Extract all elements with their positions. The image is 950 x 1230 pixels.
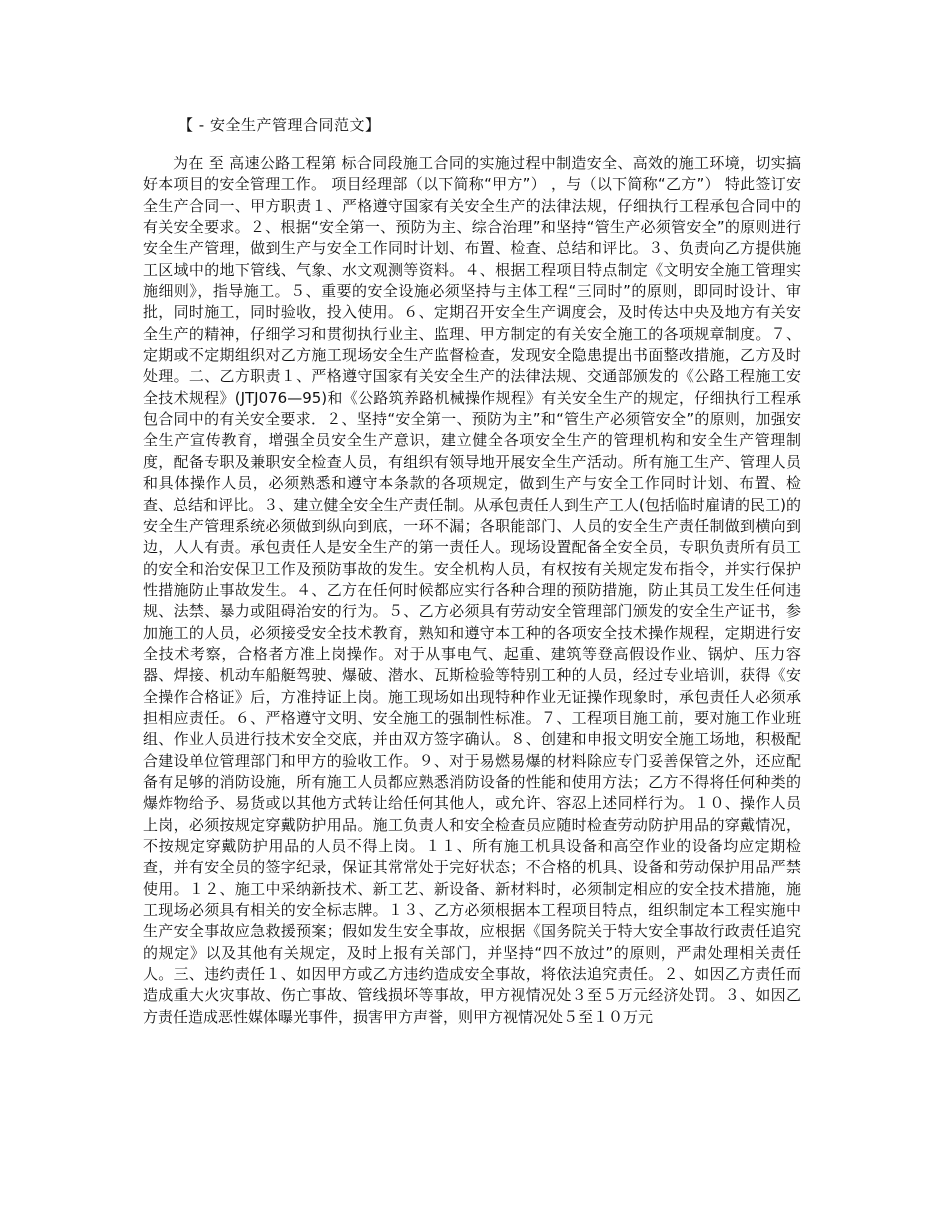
document-title: 【 - 安全生产管理合同范文】 — [178, 116, 381, 134]
document-body: 为在 至 高速公路工程第 标合同段施工合同的实施过程中制造安全、高效的施工环境，切实搞好本项目的安全管理工作。 项目经理部（以下简称“甲方”） ，与（以下简称“乙方”） 特此签订安全生产合同一、甲方职责１、严格遵守国家有关安全生产的法律法规，仔细执行工程承包合同中的有关安全要求。２、根据“安全第一、预防为主、综合治理”和坚持“管生产必须管安全”的原则进行安全生产管理，做到生产与安全工作同时计划、布置、检查、总结和评比。３、负责向乙方提供施工区域中的地下管线、气象、水文观测等资料。４、根据工程项目特点制定《文明安全施工管理实施细则》，指导施工。５、重要的安全设施必须坚持与主体工程“三同时”的原则，即同时设计、审批，同时施工，同时验收，投入使用。６、定期召开安全生产调度会，及时传达中央及地方有关安全生产的精神，仔细学习和贯彻执行业主、监理、甲方制定的有关安全施工的各项规章制度。７、定期或不定期组织对乙方施工现场安全生产监督检查，发现安全隐患提出书面整改措施，乙方及时处理。二、乙方职责１、严格遵守国家有关安全生产的法律法规、交通部颁发的《公路工程施工安全技术规程》(JTJ076—95)和《公路筑养路机械操作规程》有关安全生产的规定，仔细执行工程承包合同中的有关安全要求．２、坚持“安全第一、预防为主”和“管生产必须管安全”的原则，加强安全生产宣传教育，增强全员安全生产意识，建立健全各项安全生产的管理机构和安全生产管理制度，配备专职及兼职安全检查人员，有组织有领导地开展安全生产活动。所有施工生产、管理人员和具体操作人员，必须熟悉和遵守本条款的各项规定，做到生产与安全工作同时计划、布置、检查、总结和评比。３、建立健全安全生产责任制。从承包责任人到生产工人(包括临时雇请的民工)的安全生产管理系统必须做到纵向到底，一环不漏；各职能部门、人员的安全生产责任制做到横向到边，人人有责。承包责任人是安全生产的第一责任人。现场设置配备全安全员，专职负责所有员工的安全和治安保卫工作及预防事故的发生。安全机构人员，有权按有关规定发布指令，并实行保护性措施防止事故发生。４、乙方在任何时候都应实行各种合理的预防措施，防止其员工发生任何违规、法禁、暴力或阻碍治安的行为。５、乙方必须具有劳动安全管理部门颁发的安全生产证书，参加施工的人员，必须接受安全技术教育，熟知和遵守本工种的各项安全技术操作规程，定期进行安全技术考察，合格者方准上岗操作。对于从事电气、起重、建筑等登高假设作业、锅炉、压力容器、焊接、机动车船艇驾驶、爆破、潜水、瓦斯检验等特别工种的人员，经过专业培训，获得《安全操作合格证》后，方准持证上岗。施工现场如出现特种作业无证操作现象时，承包责任人必须承担相应责任。６、严格遵守文明、安全施工的强制性标准。７、工程项目施工前，要对施工作业班组、作业人员进行技术安全交底，并由双方签字确认。８、创建和申报文明安全施工场地，积极配合建设单位管理部门和甲方的验收工作。９、对于易燃易爆的材料除应专门妥善保管之外，还应配备有足够的消防设施，所有施工人员都应熟悉消防设备的性能和使用方法；乙方不得将任何种类的爆炸物给予、易货或以其他方式转让给任何其他人，或允许、容忍上述同样行为。１０、操作人员上岗，必须按规定穿戴防护用品。施工负责人和安全检查员应随时检查劳动防护用品的穿戴情况，不按规定穿戴防护用品的人员不得上岗。１１、所有施工机具设备和高空作业的设备均应定期检查，并有安全员的签字纪录，保证其常常处于完好状态；不合格的机具、设备和劳动保护用品严禁使用。１２、施工中采纳新技术、新工艺、新设备、新材料时，必须制定相应的安全技术措施，施工现场必须具有相关的安全标志牌。１３、乙方必须根据本工程项目特点，组织制定本工程实施中生产安全事故应急救援预案；假如发生安全事故，应根据《国务院关于特大安全事故行政责任追究的规定》以及其他有关规定，及时上报有关部门，并坚持“四不放过”的原则，严肃处理相关责任人。三、违约责任１、如因甲方或乙方违约造成安全事故，将依法追究责任。２、如因乙方责任而造成重大火灾事故、伤亡事故、管线损坏等事故，甲方视情况处３至５万元经济处罚。３、如因乙方责任造成恶性媒体曝光事件，损害甲方声誉，则甲方视情况处５至１０万元 — [143, 154, 801, 1026]
